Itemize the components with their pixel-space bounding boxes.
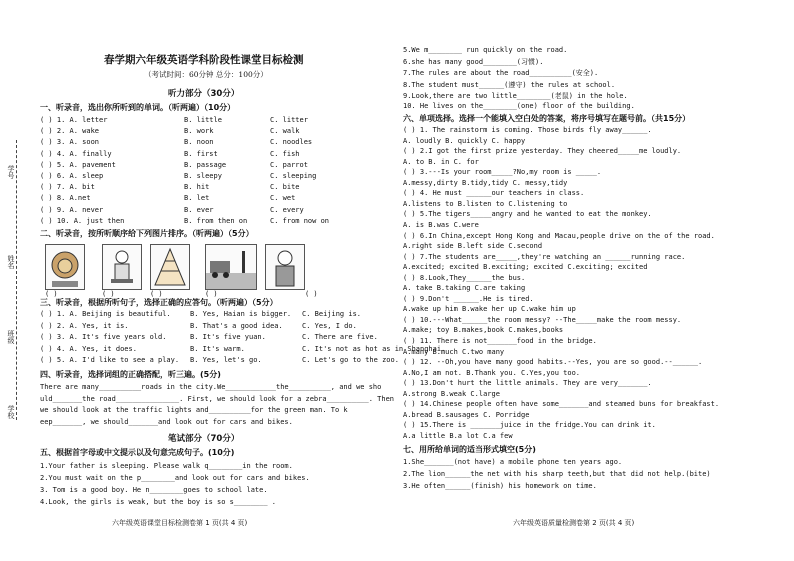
s1-item-2-a[interactable]: ( ) 2. A. wake: [40, 127, 100, 136]
s1-item-8-a[interactable]: ( ) 8. A.net: [40, 194, 91, 203]
choice-options: A. loudly B. quickly C. happy: [403, 136, 526, 145]
choice-options: A.No,I am not. B.Thank you. C.Yes,you too.: [403, 368, 581, 377]
picture-1-blank[interactable]: ( ): [45, 290, 58, 298]
s1-item-8-b: B. let: [184, 194, 210, 203]
picture-2-blank[interactable]: ( ): [102, 290, 115, 298]
s1-item-9-a[interactable]: ( ) 9. A. never: [40, 205, 104, 214]
choice-options: A.many B.much C.two many: [403, 347, 505, 356]
s3-item-1-b: B. Yes, Haian is bigger.: [190, 310, 292, 318]
fill-in-item[interactable]: 1.Your father is sleeping. Please walk q________in the room.: [40, 462, 293, 470]
choice-question[interactable]: ( ) 10.---What______the room messy? --The_____make the room messy.: [403, 315, 682, 324]
s1-item-6-a[interactable]: ( ) 6. A. sleep: [40, 172, 104, 180]
section-4-title: 四、听录音，选择词组的正确搭配，听三遍。(5分): [40, 370, 221, 379]
s1-item-4-c: C. fish: [270, 149, 300, 158]
word-form-item[interactable]: 2.The lion______the net with his sharp teeth,but that did not help.(bite): [403, 470, 711, 478]
choice-question[interactable]: ( ) 5.The tigers_____angry and he wanted to eat the monkey.: [403, 210, 652, 219]
choice-options: A. to B. in C. for: [403, 157, 479, 166]
s1-item-5-c: C. parrot: [270, 160, 308, 169]
s1-item-3-b: B. noon: [184, 138, 214, 147]
section-2-title: 二、听录音，按所听顺序给下列图片排序。（听两遍）（5分）: [40, 229, 254, 238]
s1-item-5-b: B. passage: [184, 160, 227, 169]
fill-in-item[interactable]: 6.she has many good________(习惯).: [403, 58, 544, 67]
choice-question[interactable]: ( ) 11. There is not_______food in the bridge.: [403, 337, 597, 345]
s1-item-10-b: B. from then on: [184, 216, 248, 225]
binding-label-school: 学校: [7, 405, 15, 419]
s3-item-2-b: B. That's a good idea.: [190, 321, 283, 330]
s3-item-4-a[interactable]: ( ) 4. A. Yes, it does.: [40, 344, 137, 353]
exam-subtitle: （考试时间：60分钟 总分：100分）: [144, 70, 268, 79]
binding-label-name: 姓名: [7, 255, 15, 269]
choice-question[interactable]: ( ) 3.---Is your room_____?No,my room is _____.: [403, 168, 602, 177]
s1-item-1-c: C. litter: [270, 116, 308, 124]
s3-item-5-b: B. Yes, let's go.: [190, 356, 262, 364]
s1-item-3-c: C. noodles: [270, 138, 313, 147]
choice-options: A.wake up him B.wake her up C.wake him up: [403, 305, 576, 314]
section-7-title: 七、用所给单词的适当形式填空(5分): [403, 445, 536, 454]
written-header: 笔试部分（70分）: [168, 434, 240, 444]
s3-item-2-a[interactable]: ( ) 2. A. Yes, it is.: [40, 321, 129, 330]
fill-in-item[interactable]: 7.The rules are about the road__________(安全).: [403, 69, 599, 78]
s1-item-8-c: C. wet: [270, 194, 296, 203]
fill-in-item[interactable]: 2.You must wait on the p________and look out for cars and bikes.: [40, 474, 310, 482]
exam-title: 春学期六年级英语学科阶段性课堂目标检测: [104, 54, 304, 66]
s1-item-9-b: B. ever: [184, 205, 214, 214]
fill-in-item[interactable]: 9.Look,there are two little________(老鼠) in the hole.: [403, 91, 628, 100]
choice-options: A.excited; excited B.exciting; excited C.exciting; excited: [403, 263, 648, 272]
s1-item-7-b: B. hit: [184, 183, 210, 192]
s1-item-4-b: B. first: [184, 149, 218, 158]
picture-road-crossing: [205, 244, 257, 290]
choice-options: A. take B.taking C.are taking: [403, 284, 526, 293]
passage-line[interactable]: There are many__________roads in the city.We____________the__________, and we sho: [40, 383, 382, 391]
fill-in-item[interactable]: 5.We m________ run quickly on the road.: [403, 46, 568, 54]
choice-question[interactable]: ( ) 15.There is _______juice in the fridge.You can drink it.: [403, 421, 656, 430]
picture-food-pyramid: [150, 244, 190, 290]
choice-question[interactable]: ( ) 7.The students are_____,they're watching an ______running race.: [403, 252, 686, 261]
s3-item-3-a[interactable]: ( ) 3. A. It's five years old.: [40, 333, 167, 341]
passage-line[interactable]: eep_______, we should_______and look out for cars and bikes.: [40, 417, 293, 426]
s1-item-9-c: C. every: [270, 205, 304, 214]
choice-question[interactable]: ( ) 14.Chinese people often have some_______and steamed buns for breakfast.: [403, 400, 720, 409]
choice-question[interactable]: ( ) 4. He must ______our teachers in class.: [403, 189, 585, 198]
passage-line[interactable]: we should look at the traffic lights and__________for the green man. To k: [40, 406, 348, 414]
choice-options: A.right side B.left side C.second: [403, 242, 543, 251]
s3-item-2-c: C. Yes, I do.: [302, 321, 357, 330]
picture-3-blank[interactable]: ( ): [150, 290, 163, 298]
binding-label-student-no: 学号: [7, 165, 15, 179]
choice-question[interactable]: ( ) 2.I got the first prize yesterday. They cheered_____me loudly.: [403, 147, 682, 156]
s1-item-3-a[interactable]: ( ) 3. A. soon: [40, 138, 100, 147]
s3-item-3-c: C. There are five.: [302, 333, 378, 341]
s1-item-6-b: B. sleepy: [184, 172, 222, 180]
s3-item-1-c: C. Beijing is.: [302, 310, 362, 318]
listening-header: 听力部分（30分）: [168, 89, 240, 99]
fill-in-item[interactable]: 4.Look, the girls is weak, but the boy is so s________ .: [40, 498, 277, 506]
picture-5-blank[interactable]: ( ): [305, 290, 318, 298]
passage-line[interactable]: uld_______the road_______________. First, we should look for a zebra__________. Then: [40, 394, 395, 403]
choice-question[interactable]: ( ) 13.Don't hurt the little animals. They are very_______.: [403, 379, 652, 388]
s3-item-5-a[interactable]: ( ) 5. A. I'd like to see a play.: [40, 356, 180, 364]
fill-in-item[interactable]: 3. Tom is a good boy. He n________goes to school late.: [40, 486, 268, 494]
s1-item-2-c: C. walk: [270, 127, 300, 136]
s1-item-5-a[interactable]: ( ) 5. A. pavement: [40, 160, 116, 169]
choice-options: A.messy,dirty B.tidy,tidy C. messy,tidy: [403, 178, 568, 187]
section-5-title: 五、根据首字母或中文提示以及句意完成句子。(10分): [40, 448, 235, 457]
s1-item-7-a[interactable]: ( ) 7. A. bit: [40, 183, 95, 192]
s1-item-7-c: C. bite: [270, 183, 300, 192]
s1-item-1-a[interactable]: ( ) 1. A. letter: [40, 116, 108, 124]
s1-item-10-c: C. from now on: [270, 216, 330, 225]
choice-options: A.bread B.sausages C. Porridge: [403, 410, 530, 419]
right-footer: 六年级英语质量检测卷第 2 页(共 4 页): [513, 519, 635, 527]
choice-question[interactable]: ( ) 1. The rainstorm is coming. Those birds fly away______.: [403, 126, 652, 134]
s3-item-1-a[interactable]: ( ) 1. A. Beijing is beautiful.: [40, 310, 171, 318]
choice-options: A.make; toy B.makes,book C.makes,books: [403, 326, 564, 335]
binding-label-class: 班级: [7, 330, 15, 344]
s1-item-6-c: C. sleeping: [270, 172, 317, 180]
choice-question[interactable]: ( ) 12. --Oh,you have many good habits.--Yes, you are so good.--______.: [403, 358, 703, 367]
binding-dashed-line: [16, 140, 17, 420]
choice-question[interactable]: ( ) 8.Look,They______the bus.: [403, 273, 526, 282]
choice-options: A.listens to B.listen to C.listening to: [403, 199, 568, 208]
s1-item-4-a[interactable]: ( ) 4. A. finally: [40, 149, 112, 158]
s3-item-3-b: B. It's five yuan.: [190, 333, 266, 341]
picture-boy-phone: [265, 244, 305, 290]
section-1-title: 一、听录音，选出你所听到的单词。（听两遍）（10分）: [40, 103, 236, 112]
choice-options: A. is B.was C.were: [403, 220, 479, 229]
s3-item-4-b: B. It's warm.: [190, 344, 245, 353]
s1-item-1-b: B. little: [184, 116, 222, 124]
picture-lion: [45, 244, 85, 290]
picture-row: [40, 244, 388, 304]
section-6-title: 六、单项选择。选择一个能填入空白处的答案，将序号填写在题号前。（共15分）: [403, 114, 691, 123]
s3-item-4-c: C. It's not as hot as in Shanghai.: [302, 344, 446, 353]
binding-margin: [0, 0, 40, 561]
picture-girl-reading: [102, 244, 142, 290]
choice-options: A.a little B.a lot C.a few: [403, 431, 513, 440]
choice-question[interactable]: ( ) 6.In China,except Hong Kong and Macau,people drive on the of the road.: [403, 231, 715, 240]
fill-in-item[interactable]: 8.The student must______(遵守) the rules at school.: [403, 80, 616, 89]
section-3-title: 三、听录音，根据所听句子，选择正确的应答句。（听两遍）（5分）: [40, 298, 278, 307]
picture-4-blank[interactable]: ( ): [205, 290, 218, 298]
s1-item-10-a[interactable]: ( ) 10. A. just then: [40, 216, 125, 225]
s1-item-2-b: B. work: [184, 127, 214, 136]
choice-options: A.strong B.weak C.large: [403, 389, 500, 398]
left-footer: 六年级英语课堂目标检测卷第 1 页(共 4 页): [112, 519, 248, 527]
s3-item-5-c: C. Let's go to the zoo.: [302, 356, 399, 364]
word-form-item[interactable]: 1.She_______(not have) a mobile phone ten years ago.: [403, 458, 623, 466]
word-form-item[interactable]: 3.He often______(finish) his homework on time.: [403, 482, 597, 490]
choice-question[interactable]: ( ) 9.Don't ______.He is tired.: [403, 294, 534, 303]
fill-in-item[interactable]: 10. He lives on the________(one) floor of the building.: [403, 102, 635, 110]
